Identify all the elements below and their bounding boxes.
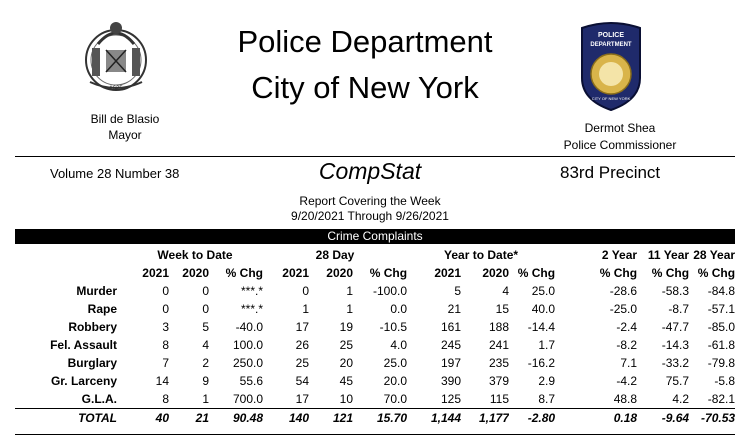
table-cell: -57.1 [707,302,735,316]
table-cell: 0 [162,302,169,316]
page-title-line1: Police Department [237,24,493,59]
header-divider [15,156,735,157]
table-cell: 45 [339,374,353,388]
commissioner-title: Police Commissioner [563,138,677,152]
table-cell: 4.0 [390,338,408,352]
table-cell: 100.0 [232,338,263,352]
table-cell: -10.5 [379,320,408,334]
table-cell: 8 [162,392,169,406]
table-cell: 19 [339,320,353,334]
col-header: 2021 [142,266,169,280]
table-cell: 25.0 [383,356,408,370]
table-cell: 70.0 [383,392,408,406]
table-row [15,354,735,372]
total-row [15,409,735,428]
svg-text:POLICE: POLICE [597,32,625,39]
table-cell: -14.3 [661,338,690,352]
table-cell: 245 [441,338,462,352]
table-cell: 1,177 [461,409,509,428]
group-header-row [15,246,735,264]
row-label: G.L.A. [81,392,117,406]
col-header: 2021 [282,266,309,280]
table-cell: 54 [295,374,309,388]
table-cell: 55.6 [239,374,263,388]
table-cell: 3 [162,320,169,334]
table-cell: -84.8 [707,284,735,298]
group-28day: 28 Day [315,248,355,262]
svg-text:CITY OF NEW YORK: CITY OF NEW YORK [591,96,631,101]
table-cell: 20.0 [383,374,408,388]
table-cell: 1.7 [538,338,556,352]
table-cell: 700.0 [232,392,263,406]
svg-text:DEPARTMENT: DEPARTMENT [590,42,632,48]
row-label: Burglary [67,356,117,370]
table-cell: 90.48 [209,409,263,428]
table-cell: 48.8 [613,392,638,406]
table-cell: -28.6 [609,284,638,298]
table-cell: 15 [495,302,510,316]
table-cell: 4 [502,284,510,298]
nypd-badge-icon [578,20,644,112]
table-cell: -82.1 [707,392,735,406]
table-cell: 1 [202,392,209,406]
table-cell: 9 [202,374,209,388]
table-row [15,300,735,318]
table-cell: 0 [202,302,209,316]
group-ytd: Year to Date* [444,248,519,262]
table-cell: -85.0 [707,320,735,334]
table-cell: -79.8 [707,356,735,370]
city-seal-icon [76,14,156,98]
table-cell: ***.* [240,284,263,298]
report-covering: Report Covering the Week [299,194,441,208]
table-cell: -40.0 [235,320,263,334]
table-cell: 40.0 [531,302,556,316]
group-week: Week to Date [157,248,233,262]
table-cell: 2.9 [538,374,556,388]
section-banner: Crime Complaints [15,229,735,244]
row-label: Robbery [68,320,117,334]
col-header: 2021 [434,266,462,280]
table-cell: -47.7 [661,320,690,334]
table-cell: 188 [489,320,510,334]
commissioner-name: Dermot Shea [584,121,656,135]
table-row [15,318,735,336]
table-cell: 4 [202,338,209,352]
table-cell: 1 [346,302,353,316]
table-cell: 0 [202,284,209,298]
col-header: % Chg [651,266,690,280]
table-cell: -9.64 [637,409,689,428]
table-cell: -25.0 [609,302,638,316]
table-cell: 1 [302,302,309,316]
col-header: % Chg [697,266,735,280]
group-11year: 11 Year [647,248,690,262]
table-cell: -4.2 [616,374,638,388]
table-cell: 20 [339,356,353,370]
row-label: Rape [87,302,117,316]
table-cell: 25.0 [531,284,556,298]
table-cell: 0 [302,284,309,298]
report-dates: 9/20/2021 Through 9/26/2021 [291,209,449,223]
table-cell: 21 [169,409,209,428]
table-cell: -5.8 [714,374,735,388]
mayor-name: Bill de Blasio [90,112,160,126]
table-cell: 140 [263,409,309,428]
table-cell: 8.7 [538,392,556,406]
footer-divider [15,434,735,435]
table-cell: 125 [441,392,462,406]
page-title-line2: City of New York [251,70,479,105]
table-cell: -8.2 [616,338,638,352]
table-cell: -58.3 [661,284,690,298]
table-cell: 235 [489,356,510,370]
table-cell: 40 [127,409,169,428]
row-label: Fel. Assault [50,338,117,352]
table-cell: 161 [441,320,462,334]
table-cell: 390 [441,374,462,388]
table-cell: 121 [309,409,353,428]
row-label: Gr. Larceny [50,374,117,388]
table-cell: 379 [489,374,510,388]
table-cell: 10 [339,392,353,406]
table-cell: -8.7 [668,302,690,316]
table-cell: -2.4 [616,320,638,334]
table-cell: 250.0 [232,356,263,370]
table-cell: 15.70 [353,409,407,428]
table-cell: 5 [202,320,209,334]
table-cell: -70.53 [689,409,735,428]
table-cell: 75.7 [665,374,690,388]
table-cell: 25 [339,338,353,352]
row-label: Murder [76,284,117,298]
table-cell: 1 [346,284,353,298]
table-row [15,336,735,354]
table-cell: 115 [489,392,510,406]
table-cell: 1,144 [407,409,461,428]
precinct-name: 83rd Precinct [560,163,661,182]
col-header: % Chg [225,266,263,280]
table-row [15,390,735,409]
table-cell: -2.80 [509,409,555,428]
table-cell: 2 [202,356,209,370]
table-cell: 17 [295,392,309,406]
col-header: % Chg [369,266,408,280]
table-cell: 241 [489,338,510,352]
col-header: % Chg [599,266,638,280]
table-cell: 26 [295,338,309,352]
col-header: % Chg [517,266,556,280]
table-cell: 25 [295,356,309,370]
table-cell: 21 [447,302,462,316]
col-header: 2020 [182,266,209,280]
column-header-row [15,264,735,282]
table-cell: 197 [441,356,462,370]
table-cell: 8 [162,338,169,352]
col-header: 2020 [482,266,510,280]
col-header: 2020 [326,266,353,280]
table-cell: 17 [295,320,309,334]
table-cell: 7 [162,356,169,370]
table-cell: ***.* [240,302,263,316]
table-cell: 4.2 [672,392,690,406]
table-cell: 5 [454,284,462,298]
svg-text:1625: 1625 [109,86,123,92]
table-cell: 7.1 [620,356,638,370]
table-cell: -100.0 [373,284,408,298]
table-cell: 0 [162,284,169,298]
crime-complaints-table [15,246,735,427]
table-row [15,282,735,300]
group-2year: 2 Year [601,248,638,262]
table-cell: 14 [155,374,169,388]
table-cell: 0.18 [555,409,637,428]
row-label: TOTAL [15,409,127,428]
report-name: CompStat [318,158,422,184]
table-row [15,372,735,390]
table-cell: 0.0 [390,302,408,316]
table-cell: -33.2 [661,356,690,370]
mayor-title: Mayor [108,128,142,142]
volume-number: Volume 28 Number 38 [50,166,180,181]
table-cell: -61.8 [707,338,735,352]
group-28year: 28 Year [693,248,735,262]
table-cell: -14.4 [527,320,556,334]
table-cell: -16.2 [527,356,556,370]
